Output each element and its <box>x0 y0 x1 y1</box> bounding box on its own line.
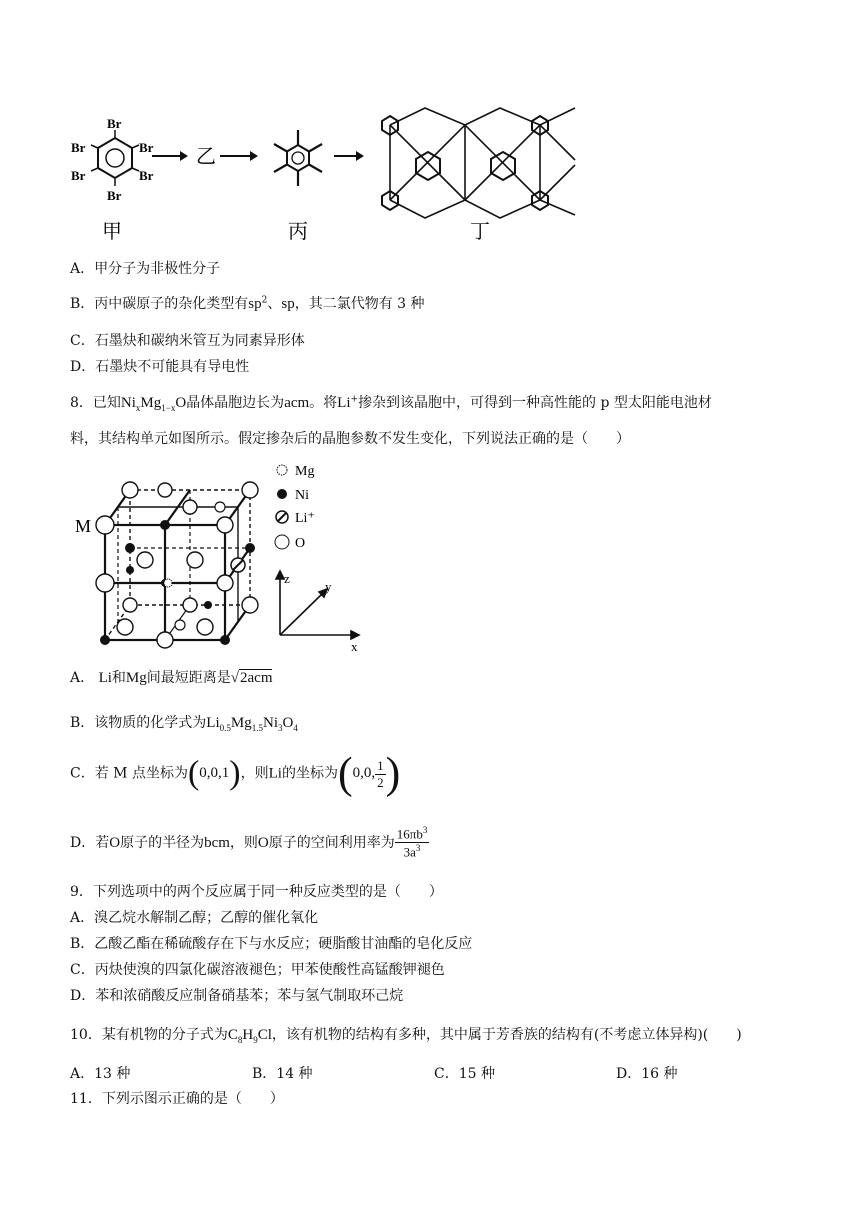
superscript: 2 <box>261 295 268 306</box>
element: Cl <box>257 1027 272 1043</box>
point-m-label: M <box>75 516 92 536</box>
option-text: B．丙中碳原子的杂化类型有 <box>70 296 249 312</box>
option-text: A． <box>70 670 95 686</box>
axis-x-label: x <box>351 639 358 654</box>
element: C <box>227 1027 238 1043</box>
option-text: B．该物质的化学式为 <box>70 715 207 731</box>
q7-option-b <box>70 293 425 313</box>
denominator: 2 <box>377 774 384 790</box>
hexabromobenzene-structure <box>71 116 154 203</box>
option-text: ，其二氯代物有 3 种 <box>294 296 425 312</box>
superscript: 3 <box>415 843 421 854</box>
hybrid-sp2: sp <box>248 296 262 312</box>
stem-text: ，该有机物的结构有多种，其中属于芳香族的结构有(不考虑立体异构)( ) <box>271 1027 742 1043</box>
option-text: C．若 M 点坐标为 <box>70 765 188 782</box>
q11-stem: 11．下列示图示正确的是（ ） <box>70 1091 284 1107</box>
option-text: 间最短距离是 <box>146 670 231 686</box>
compound-label-yi: 乙 <box>196 146 216 168</box>
br-label: Br <box>107 188 122 203</box>
li-ion-marker <box>231 558 245 572</box>
element: Li <box>206 715 220 731</box>
q7-option-d: D．石墨炔不可能具有导电性 <box>70 359 250 375</box>
subscript: 0.5 <box>219 723 231 733</box>
coordinate-value: 0,0,1 <box>199 765 230 782</box>
q10-option-a: A．13 种 <box>70 1066 131 1082</box>
coordinate-value: 0,0, <box>352 765 376 782</box>
edge-length: acm <box>284 395 310 411</box>
option-text: 原子的半径为 <box>120 834 205 851</box>
hexaethynylbenzene-structure <box>274 130 322 186</box>
compound-label-ding: 丁 <box>470 221 490 243</box>
element: O <box>109 834 121 851</box>
stem-text: 。将 <box>309 395 338 411</box>
option-text: 、 <box>267 296 282 312</box>
graphdiyne-network <box>382 108 575 218</box>
compound-label-bing: 丙 <box>288 221 308 243</box>
q7-option-a: A．甲分子为非极性分子 <box>70 261 221 277</box>
legend-o: O <box>295 536 306 551</box>
q8-stem-line2: 料，其结构单元如图所示。假定掺杂后的晶胞参数不发生变化，下列说法正确的是（ ） <box>70 431 630 447</box>
coordinate-m: (0,0,1) <box>187 755 241 792</box>
q8-option-b <box>70 712 298 733</box>
q7-reaction-figure <box>70 100 590 250</box>
subscript: 1−x <box>161 403 176 413</box>
element: Mg <box>140 395 162 411</box>
br-label: Br <box>71 140 86 155</box>
q8-option-a <box>70 667 272 687</box>
subscript: 8 <box>237 1035 243 1045</box>
fraction <box>375 758 386 791</box>
q9-option-d: D．苯和浓硝酸反应制备硝基苯；苯与氢气制取环己烷 <box>70 988 404 1004</box>
superscript: + <box>350 394 359 405</box>
option-text: ，则 <box>229 834 258 851</box>
reaction-arrow <box>220 151 258 161</box>
option-text: 的坐标为 <box>281 765 338 782</box>
denominator: 3a <box>403 844 416 860</box>
element: Li <box>268 765 282 782</box>
element: Ni <box>120 395 136 411</box>
fraction <box>395 825 430 861</box>
stem-text: 8．已知 <box>70 395 121 411</box>
subscript: 1.5 <box>251 723 263 733</box>
q9-option-a: A．溴乙烷水解制乙醇；乙醇的催化氧化 <box>70 910 319 926</box>
q8-stem-line1 <box>70 392 712 413</box>
option-text: D．若 <box>70 834 110 851</box>
legend-mg: Mg <box>295 464 315 479</box>
numerator: 16πb <box>396 826 423 842</box>
legend-ni: Ni <box>295 488 309 503</box>
stem-text: 掺杂到该晶胞中，可得到一种高性能的 p 型太阳能电池材 <box>358 395 712 411</box>
element: Mg <box>230 715 252 731</box>
sqrt-expression: √2acm <box>230 670 273 686</box>
element: H <box>242 1027 254 1043</box>
hybrid-sp: sp <box>281 296 295 312</box>
axis-z-label: z <box>284 571 290 586</box>
br-label: Br <box>107 116 122 131</box>
q8-option-d <box>70 825 429 861</box>
element: O <box>282 715 294 731</box>
q9-option-c: C．丙炔使溴的四氯化碳溶液褪色；甲苯使酸性高锰酸钾褪色 <box>70 962 445 978</box>
chemical-formula <box>121 395 186 411</box>
compound-label-jia: 甲 <box>102 221 122 243</box>
br-label: Br <box>139 168 154 183</box>
option-text: ，则 <box>240 765 269 782</box>
superscript: 3 <box>422 825 428 835</box>
element: O <box>257 834 269 851</box>
q9-option-b: B．乙酸乙酯在稀硫酸存在下与水反应；硬脂酸甘油酯的皂化反应 <box>70 936 473 952</box>
subscript: 3 <box>277 723 283 733</box>
lithium-ion: Li <box>337 395 351 411</box>
radius-value: bcm <box>204 834 230 851</box>
q10-option-b: B．14 种 <box>252 1066 313 1082</box>
chemical-formula <box>228 1027 272 1043</box>
q10-stem <box>70 1024 742 1045</box>
stem-text: 晶体晶胞边长为 <box>186 395 285 411</box>
axis-y-label: y <box>325 579 332 594</box>
subscript: x <box>135 403 141 413</box>
legend-li: Li⁺ <box>295 511 315 526</box>
q8-crystal-cell-figure <box>70 455 370 655</box>
subscript: 4 <box>293 723 298 733</box>
q7-option-c: C．石墨炔和碳纳米管互为同素异形体 <box>70 333 305 349</box>
sqrt-value: 2acm <box>240 670 273 686</box>
q9-stem: 9．下列选项中的两个反应属于同一种反应类型的是（ ） <box>70 884 443 900</box>
reaction-arrow <box>152 151 188 161</box>
option-text: 和 <box>111 670 126 686</box>
chemical-formula <box>206 715 298 731</box>
numerator: 1 <box>377 757 384 773</box>
element: Ni <box>262 715 278 731</box>
stem-text: 10．某有机物的分子式为 <box>70 1027 228 1043</box>
q10-option-d: D．16 种 <box>616 1066 678 1082</box>
coordinate-li: (0,0, $\frac{1}{2}$ ) <box>337 749 401 798</box>
element: O <box>175 395 187 411</box>
q8-option-c <box>70 749 401 798</box>
subscript: 9 <box>253 1035 258 1045</box>
element: Li <box>98 670 112 686</box>
reaction-arrow <box>334 151 364 161</box>
element: Mg <box>125 670 147 686</box>
option-text: 原子的空间利用率为 <box>268 834 395 851</box>
legend <box>275 464 315 551</box>
br-label: Br <box>71 168 86 183</box>
q10-option-c: C．15 种 <box>434 1066 495 1082</box>
br-label: Br <box>139 140 154 155</box>
